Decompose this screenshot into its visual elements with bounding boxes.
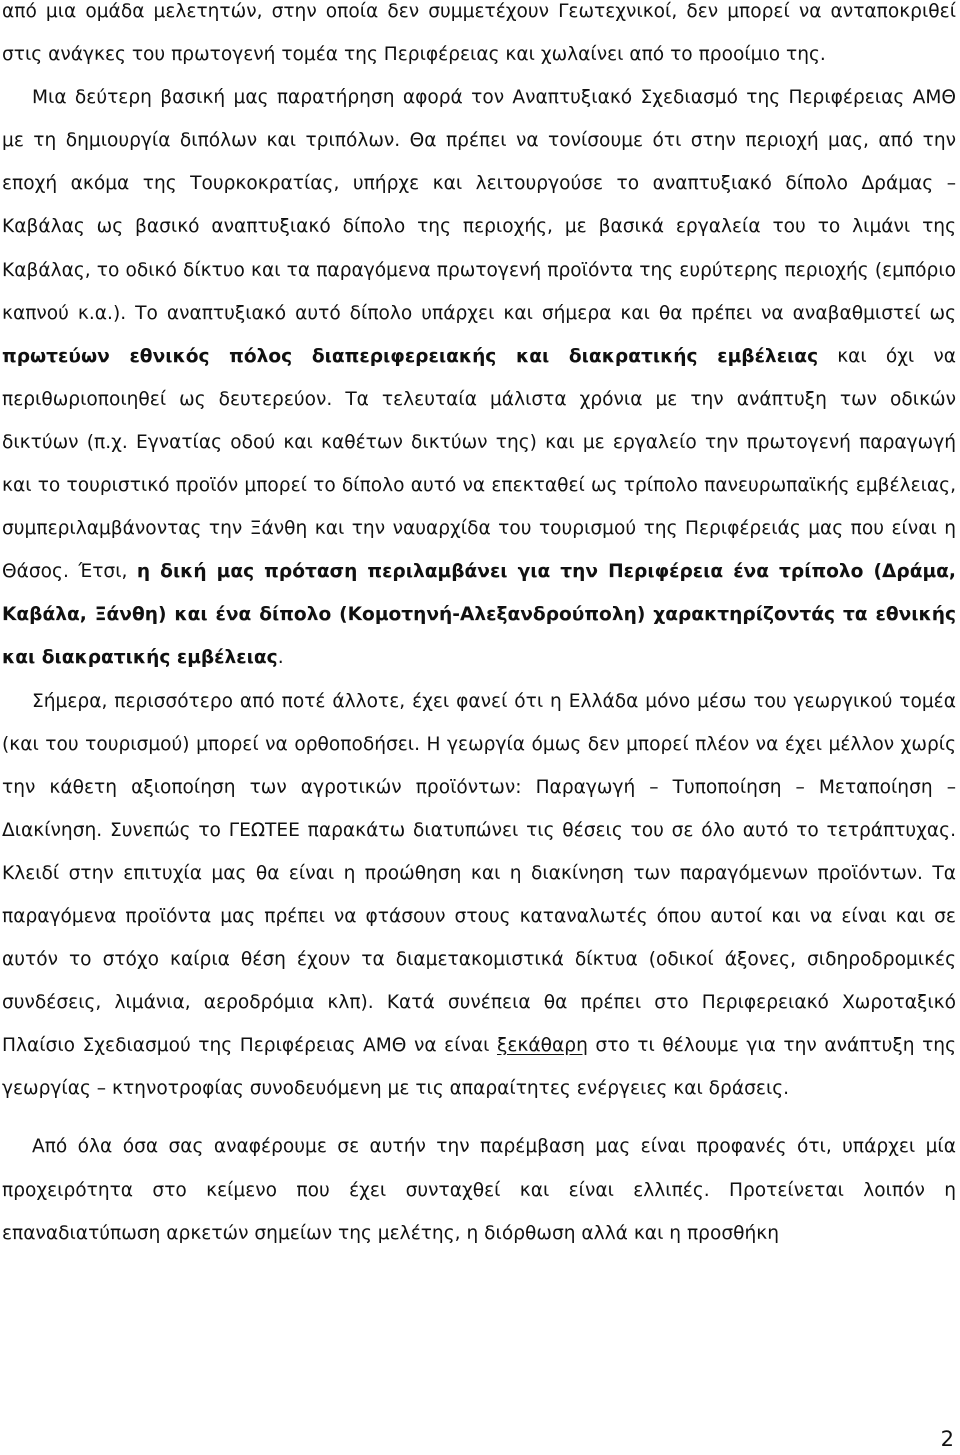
bold-text: η δική μας πρόταση περιλαμβάνει για την Περιφέρεια ένα τρίπολο (Δράμα, Καβάλα, Ξάνθη) και ένα δίπολο (Κομοτηνή-Αλεξανδρούπολη) χαρακτηρίζοντάς τα εθνικής και διακρατικής εμβέλειας [2, 561, 956, 669]
paragraph-4 [2, 1125, 956, 1254]
text-segment: Μια δεύτερη βασική μας παρατήρηση αφορά τον Αναπτυξιακό Σχεδιασμό της Περιφέρειας ΑΜΘ με τη δημιουργία διπόλων και τριπόλων. Θα πρέπει να τονίσουμε ότι στην περιοχή μας, από την εποχή ακόμα της Τουρκοκρατίας, υπήρχε και λειτουργούσε το αναπτυξιακό δίπολο Δράμας – Καβάλας ως βασικό αναπτυξιακό δίπολο της περιοχής, με βασικά εργαλεία του το λιμάνι της Καβάλας, το οδικό δίκτυο και τα παραγόμενα πρωτογενή προϊόντα της ευρύτερης περιοχής (εμπόριο καπνού κ.α.). Το αναπτυξιακό αυτό δίπολο υπάρχει και σήμερα και θα πρέπει να αναβαθμιστεί ως [2, 87, 956, 324]
text-segment: και όχι να περιθωριοποιηθεί ως δευτερεύον. Τα τελευταία μάλιστα χρόνια με την ανάπτυξη των οδικών δικτύων (π.χ. Εγνατίας οδού και καθέτων δικτύων της) και με εργαλείο την πρωτογενή παραγωγή και το τουριστικό προϊόν μπορεί το δίπολο αυτό να επεκταθεί ως τρίπολο πανευρωπαϊκής εμβέλειας, συμπεριλαμβάνοντας την Ξάνθη και την ναυαρχίδα του τουρισμού της Περιφέρειάς μας που είναι η Θάσος. Έτσι, [2, 345, 956, 583]
paragraph-3 [2, 680, 956, 1111]
underlined-text: ξεκάθαρη [497, 1035, 588, 1057]
paragraph-1 [2, 0, 956, 76]
text-segment: . [277, 647, 284, 669]
paragraph-2 [2, 76, 956, 679]
text-segment: από μια ομάδα μελετητών, στην οποία δεν συμμετέχουν Γεωτεχνικοί, δεν μπορεί να ανταποκριθεί στις ανάγκες του πρωτογενή τομέα της Περιφέρειας και χωλαίνει από το προοίμιο της. [2, 1, 956, 66]
text-segment: Σήμερα, περισσότερο από ποτέ άλλοτε, έχει φανεί ότι η Ελλάδα μόνο μέσω του γεωργικού τομέα (και του τουρισμού) μπορεί να ορθοποδήσει. Η γεωργία όμως δεν μπορεί πλέον να έχει μέλλον χωρίς την κάθετη αξιοποίηση των αγροτικών προϊόντων: Παραγωγή – Τυποποίηση – Μεταποίηση – Διακίνηση. Συνεπώς το ΓΕΩΤΕΕ παρακάτω διατυπώνει τις θέσεις του σε όλο αυτό το τετράπτυχας. Κλειδί στην επιτυχία μας θα είναι η προώθηση και η διακίνηση των παραγόμενων προϊόντων. Τα παραγόμενα προϊόντα μας πρέπει να φτάσουν στους καταναλωτές όπου αυτοί και να είναι και σε αυτόν το στόχο καίρια θέση έχουν τα διαμετακομιστικά δίκτυα (οδικοί άξονες, σιδηροδρομικές συνδέσεις, λιμάνια, αεροδρόμια κλπ). Κατά συνέπεια θα πρέπει στο Περιφερειακό Χωροταξικό Πλαίσιο Σχεδιασμού της Περιφέρειας ΑΜΘ να είναι [2, 690, 956, 1057]
text-segment: στο τι θέλουμε για την ανάπτυξη της γεωργίας – κτηνοτροφίας συνοδευόμενη με τις απαραίτητες ενέργειες και δράσεις. [2, 1035, 956, 1100]
page-number: 2 [940, 1427, 954, 1451]
text-segment: Από όλα όσα σας αναφέρουμε σε αυτήν την παρέμβαση μας είναι προφανές ότι, υπάρχει μία προχειρότητα στο κείμενο που έχει συνταχθεί και είναι ελλιπές. Προτείνεται λοιπόν η επαναδιατύπωση αρκετών σημείων της μελέτης, η διόρθωση αλλά και η προσθήκη [2, 1136, 956, 1244]
bold-text: πρωτεύων εθνικός πόλος διαπεριφερειακής και διακρατικής εμβέλειας [2, 345, 819, 367]
